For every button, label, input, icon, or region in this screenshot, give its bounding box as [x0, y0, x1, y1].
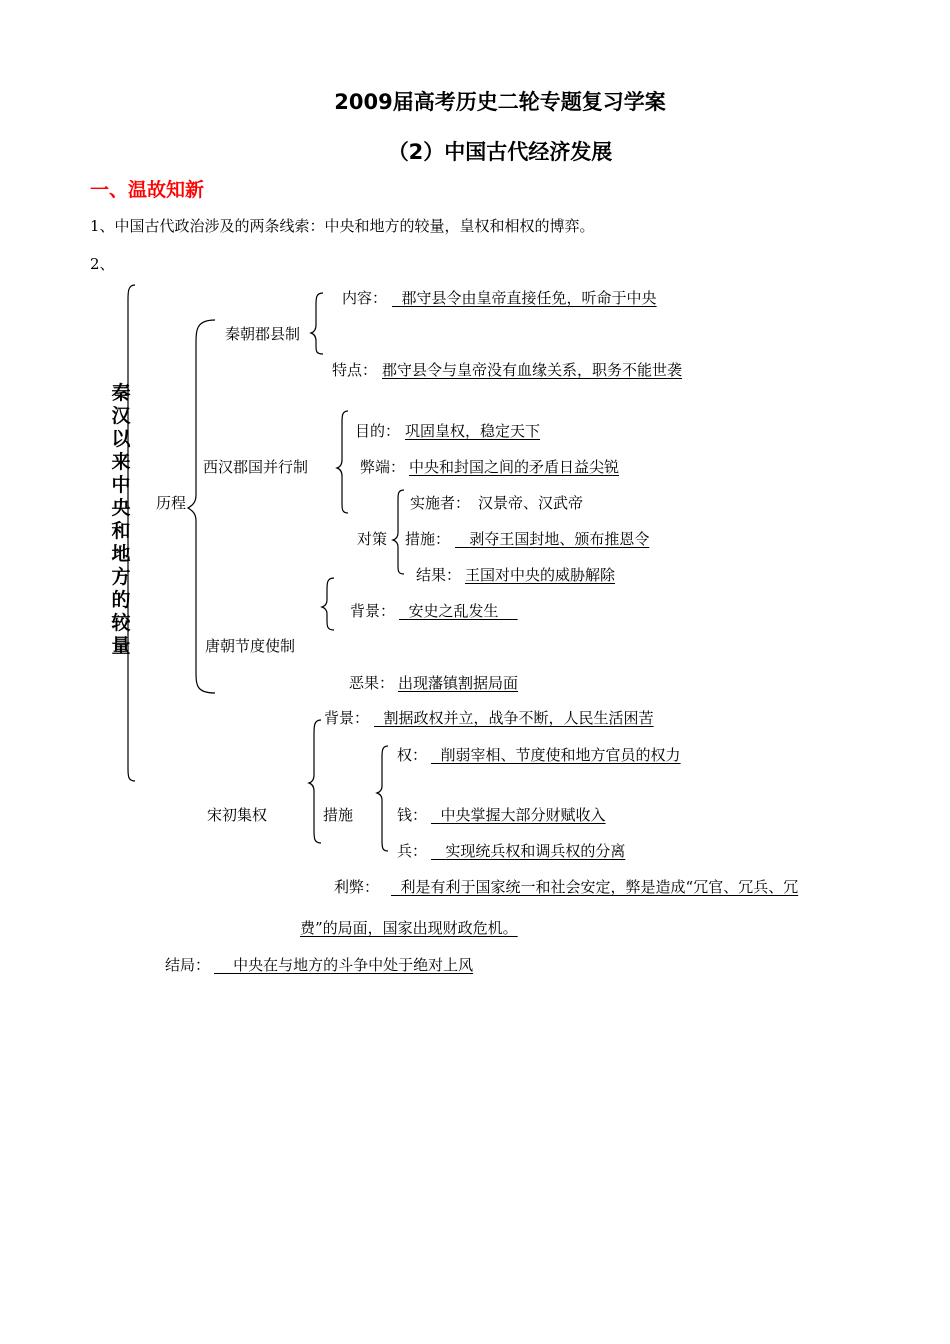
song-money-value: 中央掌握大部分财赋收入	[440, 806, 606, 824]
song-power-value: 削弱宰相、节度使和地方官员的权力	[440, 746, 681, 764]
han-purpose-label: 目的：	[355, 422, 401, 440]
han-action-value: 剥夺王国封地、颁布推恩令	[469, 530, 650, 548]
song-measures-label: 措施	[323, 806, 354, 824]
song-money-label: 钱：	[397, 806, 428, 824]
han-bracket	[337, 411, 348, 513]
tang-bracket	[322, 578, 334, 630]
song-proscons-label: 利弊：	[334, 878, 380, 896]
han-implementer-value: 汉景帝、汉武帝	[478, 494, 584, 512]
song-measures-bracket	[377, 746, 388, 851]
qin-content-label: 内容：	[342, 289, 388, 307]
han-drawback-label: 弊端：	[360, 458, 406, 476]
tang-label: 唐朝节度使制	[205, 637, 296, 655]
song-proscons-line1: 利是有利于国家统一和社会安定，弊是造成“冗官、冗兵、冗	[400, 878, 799, 896]
song-background-label: 背景：	[324, 709, 370, 727]
tang-consequence-label: 恶果：	[349, 674, 395, 692]
tang-background-value: 安史之乱发生	[408, 602, 499, 620]
page-subtitle: （2）中国古代经济发展	[387, 140, 613, 164]
song-bracket	[309, 720, 321, 843]
song-background-value: 割据政权并立，战争不断，人民生活困苦	[383, 709, 654, 727]
item-1-text: 1、中国古代政治涉及的两条线索：中央和地方的较量，皇权和相权的博弈。	[90, 217, 595, 235]
outcome-label: 结局：	[165, 956, 211, 974]
qin-content-value: 郡守县令由皇帝直接任免，听命于中央	[401, 289, 657, 307]
item-2-number: 2、	[90, 255, 115, 273]
song-proscons-line2: 费”的局面，国家出现财政危机。	[300, 919, 518, 937]
han-result-label: 结果：	[416, 566, 462, 584]
song-army-label: 兵：	[397, 842, 428, 860]
qin-bracket	[311, 293, 323, 354]
song-power-label: 权：	[397, 746, 428, 764]
han-implementer-label: 实施者：	[410, 494, 471, 512]
qin-label: 秦朝郡县制	[225, 325, 301, 343]
han-result-value: 王国对中央的威胁解除	[465, 566, 616, 584]
page-title: 2009届高考历史二轮专题复习学案	[334, 90, 666, 114]
han-drawback-value: 中央和封国之间的矛盾日益尖锐	[409, 458, 620, 476]
song-label: 宋初集权	[207, 806, 268, 824]
qin-feature-label: 特点：	[332, 361, 378, 379]
han-purpose-value: 巩固皇权，稳定天下	[405, 422, 541, 440]
tang-background-label: 背景：	[350, 602, 396, 620]
outcome-value: 中央在与地方的斗争中处于绝对上风	[233, 956, 474, 974]
section-heading: 一、温故知新	[90, 179, 205, 201]
han-label: 西汉郡国并行制	[203, 458, 309, 476]
han-measures-label: 对策	[357, 530, 388, 548]
vertical-title: 秦汉以来中央和地方的较量	[111, 382, 131, 657]
tang-consequence-value: 出现藩镇割据局面	[398, 674, 519, 692]
song-army-value: 实现统兵权和调兵权的分离	[445, 842, 626, 860]
countermeasure-bracket	[393, 490, 404, 574]
process-label: 历程	[156, 494, 187, 512]
qin-feature-value: 郡守县令与皇帝没有血缘关系，职务不能世袭	[382, 361, 683, 379]
han-action-label: 措施：	[405, 530, 451, 548]
